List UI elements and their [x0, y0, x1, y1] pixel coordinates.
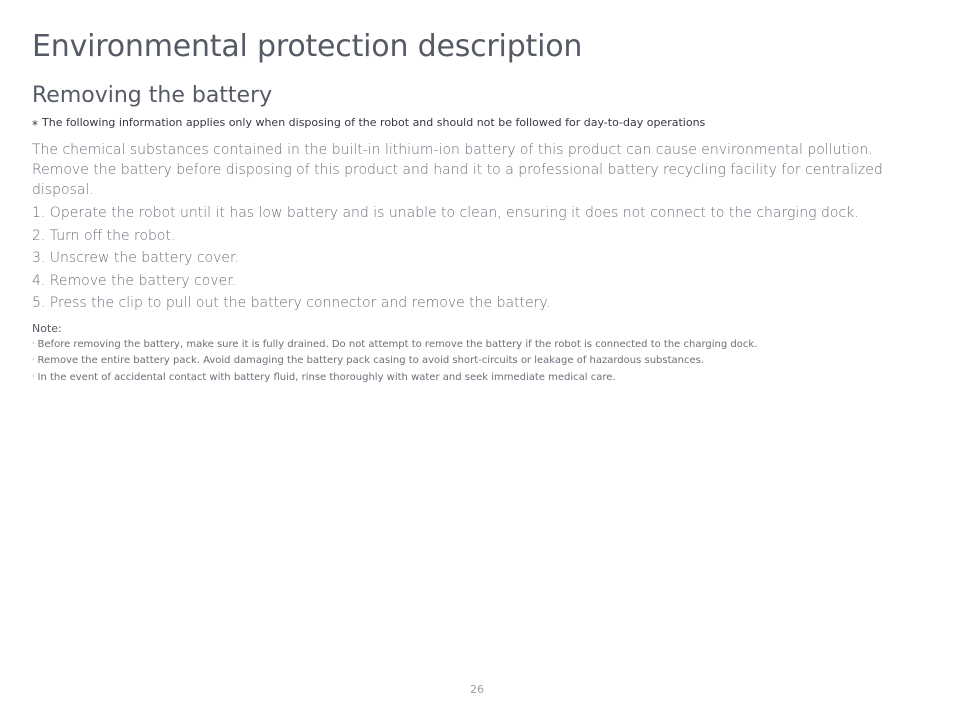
bullet-icon: ·	[32, 355, 35, 364]
note-text: Remove the entire battery pack. Avoid damaging the battery pack casing to avoid short-circuits or leakage of hazardous substances.	[37, 355, 705, 366]
note-text: In the event of accidental contact with battery fluid, rinse thoroughly with water and seek immediate medical care.	[37, 371, 616, 383]
step-item: 4. Remove the battery cover.	[32, 272, 237, 289]
step-item: 5. Press the clip to pull out the battery connector and remove the battery.	[32, 295, 551, 311]
step-item: 2. Turn off the robot.	[32, 227, 176, 244]
bullet-icon: ·	[32, 371, 35, 381]
step-item: 1. Operate the robot until it has low battery and is unable to clean, ensuring it does not connect to the charging dock.	[32, 205, 859, 221]
page-number: 26	[470, 683, 484, 696]
page-content	[32, 28, 922, 386]
note-list	[32, 337, 922, 387]
note-item	[32, 370, 922, 387]
note-item	[32, 353, 922, 370]
note-label: Note:	[32, 321, 62, 335]
asterisk-icon: *	[32, 118, 38, 132]
section-title: Removing the battery	[32, 83, 273, 108]
disclaimer-text: The following information applies only when disposing of the robot and should not be followed for day-to-day operations	[42, 116, 706, 129]
disclaimer	[32, 116, 922, 130]
bullet-icon: ·	[32, 338, 35, 348]
intro-paragraph: The chemical substances contained in the built-in lithium-ion battery of this product can cause environmental pollution. Remove the battery before disposing of this product and hand it to a professional battery recycling facility for centralized disposal.	[32, 142, 883, 198]
step-item: 3. Unscrew the battery cover.	[32, 250, 239, 266]
page-title: Environmental protection description	[32, 29, 583, 64]
note-text: Before removing the battery, make sure it is fully drained. Do not attempt to remove the battery if the robot is connected to the charging dock.	[37, 338, 758, 350]
note-item	[32, 337, 922, 354]
steps-list	[32, 202, 922, 315]
